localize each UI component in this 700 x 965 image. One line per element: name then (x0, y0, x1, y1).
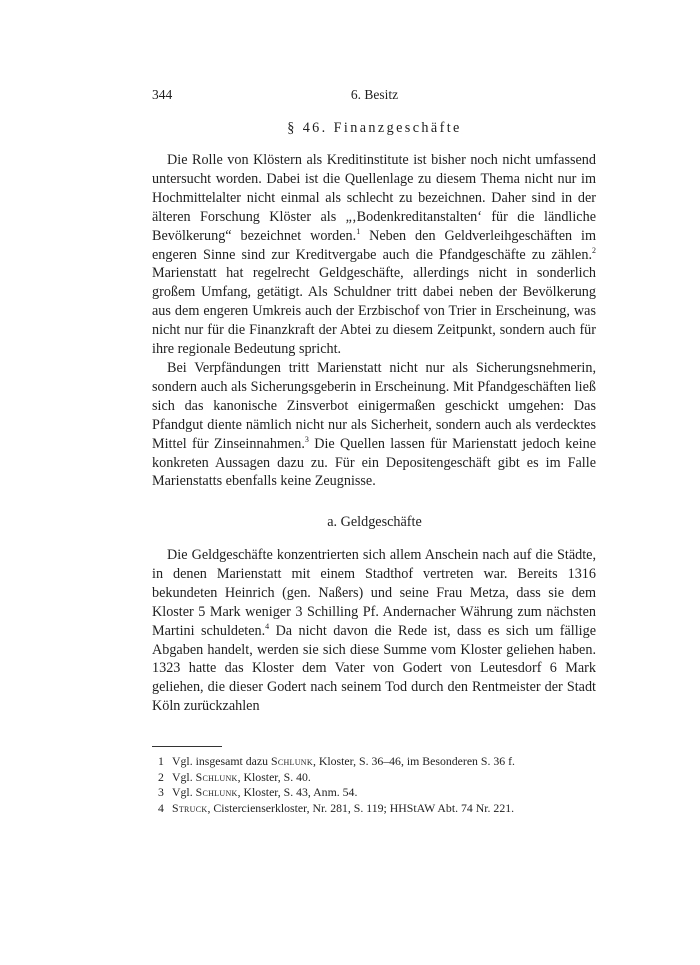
footnote-number: 4 (158, 800, 164, 815)
footnote-author: Schlunk (195, 785, 238, 799)
footnotes (152, 754, 596, 816)
page-header (152, 87, 597, 107)
intro-text-block (152, 151, 596, 491)
paragraph-text: Da nicht davon die Rede ist, dass es sich um fällige Abgaben handelt, werden sie sich diese Summe vom Kloster geliehen haben. 1323 hatte das Kloster dem Vater von Godert von Leutesdorf 6 Mark geliehen, die dieser Godert nach seinem Tod durch den Rentmeister der Stadt Köln zurückzahlen (152, 622, 596, 715)
footnote-author: Schlunk (195, 769, 238, 784)
footnote-text: , Kloster, S. 36–46, im Besonderen S. 36 f. (312, 754, 515, 768)
footnote-number: 3 (158, 785, 164, 799)
footnote-ref[interactable]: 2 (592, 245, 596, 255)
footnote-text: Vgl. insgesamt dazu (172, 754, 271, 768)
footnote-text: , Kloster, S. 43, Anm. 54. (237, 785, 358, 799)
footnote-ref[interactable]: 1 (356, 226, 361, 236)
paragraph-text: Neben den Geldverleihgeschäften im engeren Sinne sind zur Kreditvergabe auch die Pfandgeschäfte zu zählen. (152, 227, 596, 263)
paragraph-text: Die Rolle von Klöstern als Kreditinstitute ist bisher noch nicht umfassend untersucht worden. Dabei ist die Quellenlage zu diesem Thema nicht nur im Hochmittelalter nicht einmal als schlecht zu bezeichnen. Daher sind in der älteren Forschung Klöster als „‚Bodenkreditanstalten‘ für die ländliche Bevölkerung“ bezeichnet worden. (152, 152, 596, 244)
footnote-number: 2 (158, 769, 164, 784)
footnote (152, 801, 596, 817)
footnote-text: , Kloster, S. 40. (237, 769, 311, 784)
footnote-author: Schlunk (270, 754, 313, 768)
section-title: § 46. Finanzgeschäfte (287, 120, 462, 136)
footnote-number: 1 (158, 754, 164, 768)
footnote-text: Vgl. (172, 769, 196, 784)
footnote-author: Struck (172, 800, 208, 815)
running-head: 6. Besitz (350, 87, 399, 102)
paragraph (152, 151, 596, 359)
footnote-text: Vgl. (172, 785, 196, 799)
paragraph-text: Marienstatt hat regelrecht Geldgeschäfte, allerdings nicht in sonderlich großem Umfang, getätigt. Als Schuldner tritt dabei neben der Bevölkerung aus dem engeren Umkreis auch der Erzbischof von Trier in Erscheinung, was nicht nur für die Finanzkraft der Abtei zu diesem Zeitpunkt, sondern auch für ihre regionale Bedeutung spricht. (152, 265, 596, 358)
paragraph (152, 546, 596, 716)
geld-text-block (152, 546, 596, 716)
footnote-ref[interactable]: 3 (304, 434, 309, 444)
footnote (152, 754, 596, 770)
paragraph-text: Bei Verpfändungen tritt Marienstatt nicht nur als Sicherungsnehmerin, sondern auch als Sicherungsgeberin in Erscheinung. Mit Pfandgeschäften ließ sich das kanonische Zinsverbot einigermaßen geschickt umgehen: Das Pfandgut diente nämlich nicht nur als Sicherheit, sondern auch als verdecktes Mittel für Zinseinnahmen. (152, 359, 596, 452)
footnote-text: , Cistercienserkloster, Nr. 281, S. 119; HHStAW Abt. 74 Nr. 221. (207, 800, 515, 815)
paragraph-text: Die Quellen lassen für Marienstatt jedoch keine konkreten Aussagen dazu zu. Für ein Depositengeschäft gibt es im Falle Marienstatts ebenfalls keine Zeugnisse. (152, 435, 596, 490)
paragraph-text: Die Geldgeschäfte konzentrierten sich allem Anschein nach auf die Städte, in denen Marienstatt mit einem Stadthof vertreten war. Bereits 1316 bekundeten Heinrich (gen. Naßers) und seine Frau Metza, dass sie dem Kloster 5 Mark weniger 3 Schilling Pf. Andernacher Währung zum nächsten Martini schuldeten. (152, 547, 596, 639)
footnote (152, 770, 596, 786)
footnote (152, 785, 596, 801)
page-number: 344 (152, 87, 173, 102)
footnote-divider (152, 746, 222, 747)
subsection-title: a. Geldgeschäfte (327, 514, 422, 530)
paragraph (152, 359, 596, 491)
footnote-ref[interactable]: 4 (265, 621, 270, 631)
